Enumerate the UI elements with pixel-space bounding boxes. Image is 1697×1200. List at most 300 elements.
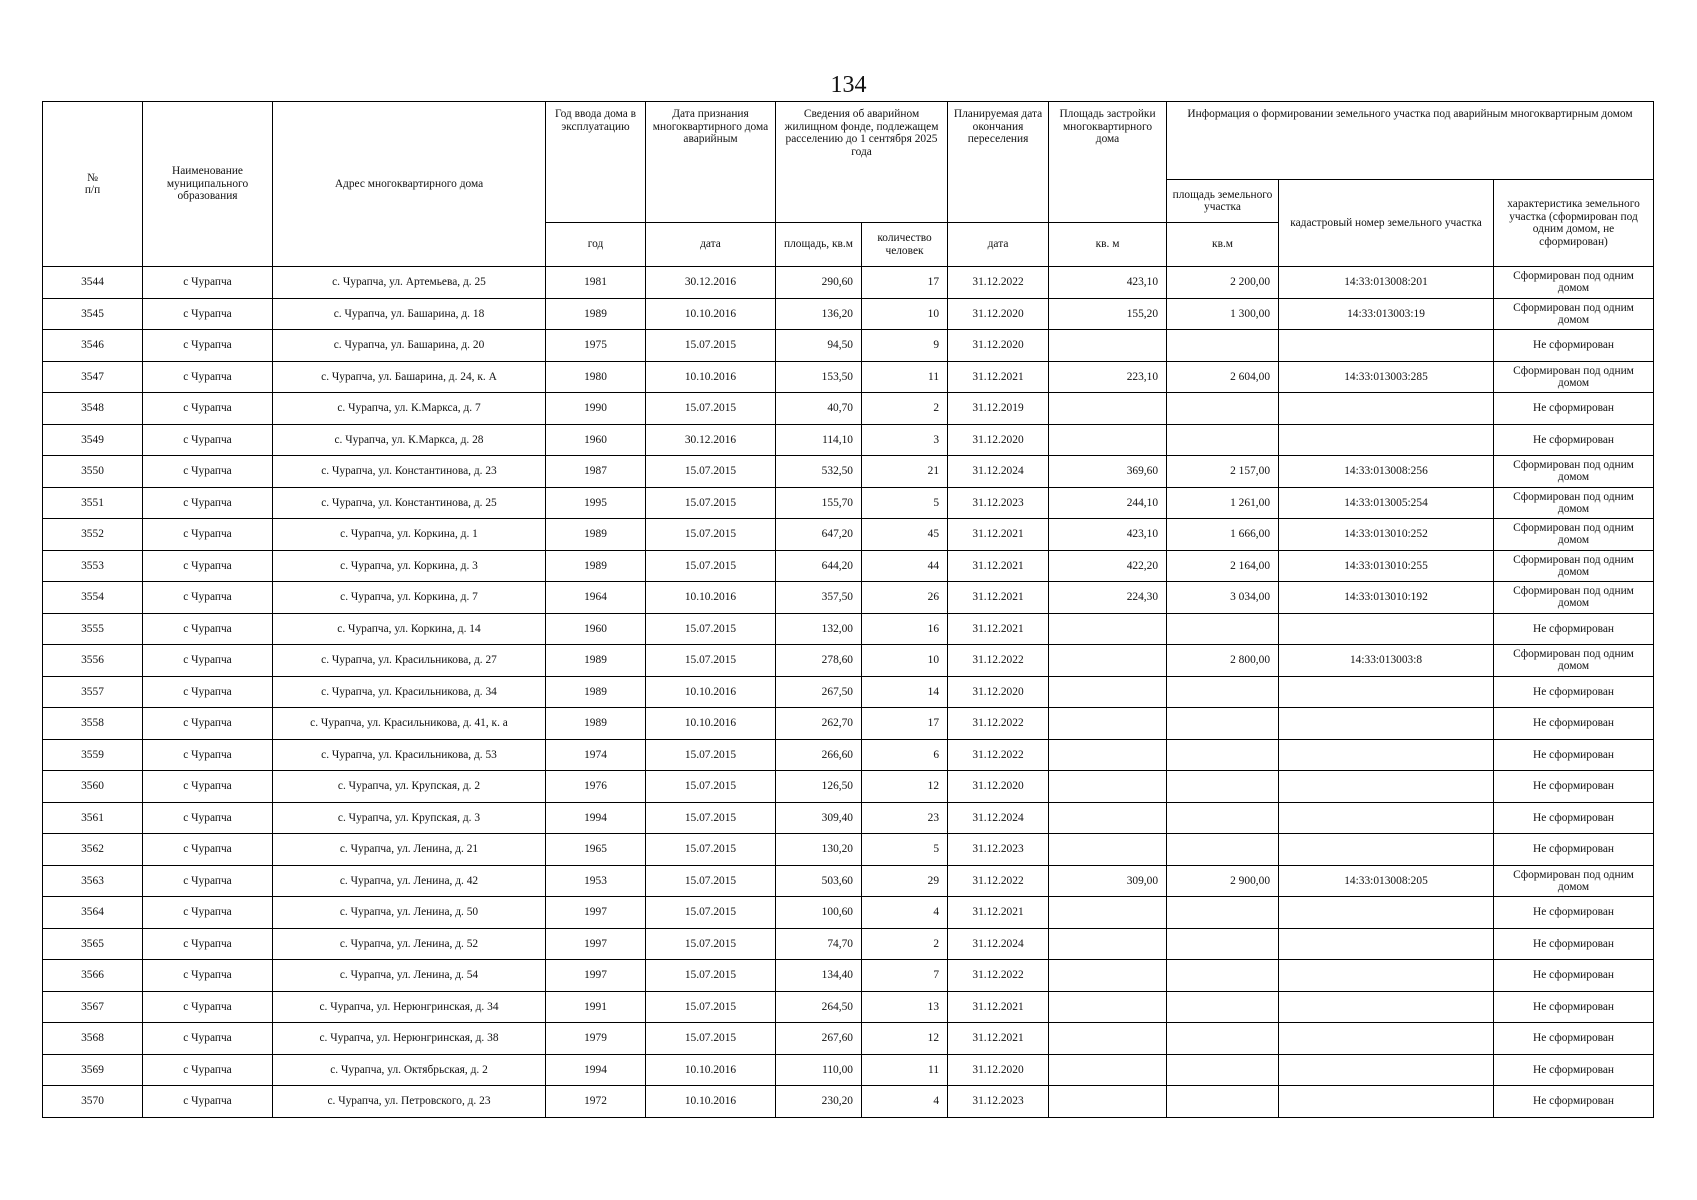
building-area-cell bbox=[1049, 771, 1167, 803]
land-status-cell: Сформирован под одним домом bbox=[1494, 550, 1654, 582]
cadastral-cell: 14:33:013003:19 bbox=[1279, 298, 1494, 330]
people-cell: 12 bbox=[862, 1023, 948, 1055]
area-cell: 114,10 bbox=[776, 424, 862, 456]
people-cell: 45 bbox=[862, 519, 948, 551]
land-area-cell bbox=[1167, 330, 1279, 362]
year-cell: 1979 bbox=[546, 1023, 646, 1055]
row-number: 3556 bbox=[43, 645, 143, 677]
year-cell: 1997 bbox=[546, 928, 646, 960]
people-cell: 14 bbox=[862, 676, 948, 708]
header-planned-end: Планируемая дата окончания переселения bbox=[948, 102, 1049, 223]
year-cell: 1995 bbox=[546, 487, 646, 519]
cadastral-cell bbox=[1279, 834, 1494, 866]
row-number: 3565 bbox=[43, 928, 143, 960]
recognition-date-cell: 10.10.2016 bbox=[646, 1054, 776, 1086]
address-cell: с. Чурапча, ул. К.Маркса, д. 7 bbox=[273, 393, 546, 425]
land-status-cell: Не сформирован bbox=[1494, 424, 1654, 456]
municipality-cell: с Чурапча bbox=[143, 456, 273, 488]
area-cell: 40,70 bbox=[776, 393, 862, 425]
land-status-cell: Сформирован под одним домом bbox=[1494, 865, 1654, 897]
table-row bbox=[43, 1054, 1654, 1086]
people-cell: 11 bbox=[862, 361, 948, 393]
land-area-cell bbox=[1167, 1054, 1279, 1086]
land-area-cell: 1 300,00 bbox=[1167, 298, 1279, 330]
year-cell: 1953 bbox=[546, 865, 646, 897]
recognition-date-cell: 15.07.2015 bbox=[646, 1023, 776, 1055]
people-cell: 2 bbox=[862, 928, 948, 960]
area-cell: 153,50 bbox=[776, 361, 862, 393]
address-cell: с. Чурапча, ул. Коркина, д. 1 bbox=[273, 519, 546, 551]
recognition-date-cell: 15.07.2015 bbox=[646, 645, 776, 677]
recognition-date-cell: 15.07.2015 bbox=[646, 487, 776, 519]
people-cell: 4 bbox=[862, 897, 948, 929]
cadastral-cell bbox=[1279, 393, 1494, 425]
address-cell: с. Чурапча, ул. Ленина, д. 21 bbox=[273, 834, 546, 866]
table-row bbox=[43, 456, 1654, 488]
row-number: 3545 bbox=[43, 298, 143, 330]
recognition-date-cell: 10.10.2016 bbox=[646, 708, 776, 740]
year-cell: 1990 bbox=[546, 393, 646, 425]
year-cell: 1994 bbox=[546, 1054, 646, 1086]
address-cell: с. Чурапча, ул. Ленина, д. 50 bbox=[273, 897, 546, 929]
cadastral-cell bbox=[1279, 613, 1494, 645]
people-cell: 7 bbox=[862, 960, 948, 992]
land-status-cell: Не сформирован bbox=[1494, 1086, 1654, 1118]
year-cell: 1997 bbox=[546, 960, 646, 992]
land-status-cell: Сформирован под одним домом bbox=[1494, 519, 1654, 551]
table-row bbox=[43, 676, 1654, 708]
municipality-cell: с Чурапча bbox=[143, 865, 273, 897]
land-status-cell: Сформирован под одним домом bbox=[1494, 361, 1654, 393]
header-building-area: Площадь застройки многоквартирного дома bbox=[1049, 102, 1167, 223]
people-cell: 9 bbox=[862, 330, 948, 362]
table-row bbox=[43, 739, 1654, 771]
header-num: № п/п bbox=[43, 102, 143, 267]
building-area-cell bbox=[1049, 960, 1167, 992]
area-cell: 267,50 bbox=[776, 676, 862, 708]
area-cell: 100,60 bbox=[776, 897, 862, 929]
land-status-cell: Не сформирован bbox=[1494, 928, 1654, 960]
table-row bbox=[43, 393, 1654, 425]
cadastral-cell bbox=[1279, 960, 1494, 992]
land-area-cell bbox=[1167, 1086, 1279, 1118]
row-number: 3550 bbox=[43, 456, 143, 488]
cadastral-cell bbox=[1279, 1054, 1494, 1086]
building-area-cell: 244,10 bbox=[1049, 487, 1167, 519]
row-number: 3548 bbox=[43, 393, 143, 425]
land-status-cell: Не сформирован bbox=[1494, 676, 1654, 708]
unit-area: площадь, кв.м bbox=[776, 223, 862, 267]
cadastral-cell: 14:33:013010:192 bbox=[1279, 582, 1494, 614]
recognition-date-cell: 15.07.2015 bbox=[646, 960, 776, 992]
address-cell: с. Чурапча, ул. Коркина, д. 14 bbox=[273, 613, 546, 645]
land-status-cell: Не сформирован bbox=[1494, 897, 1654, 929]
header-emergency-info: Сведения об аварийном жилищном фонде, подлежащем расселению до 1 сентября 2025 года bbox=[776, 102, 948, 223]
year-cell: 1997 bbox=[546, 897, 646, 929]
area-cell: 155,70 bbox=[776, 487, 862, 519]
recognition-date-cell: 10.10.2016 bbox=[646, 582, 776, 614]
land-status-cell: Не сформирован bbox=[1494, 834, 1654, 866]
row-number: 3564 bbox=[43, 897, 143, 929]
building-area-cell bbox=[1049, 424, 1167, 456]
unit-people: количество человек bbox=[862, 223, 948, 267]
municipality-cell: с Чурапча bbox=[143, 582, 273, 614]
land-status-cell: Не сформирован bbox=[1494, 991, 1654, 1023]
cadastral-cell: 14:33:013003:285 bbox=[1279, 361, 1494, 393]
header-year-built: Год ввода дома в эксплуатацию bbox=[546, 102, 646, 223]
recognition-date-cell: 15.07.2015 bbox=[646, 330, 776, 362]
land-status-cell: Не сформирован bbox=[1494, 330, 1654, 362]
recognition-date-cell: 30.12.2016 bbox=[646, 267, 776, 299]
land-area-cell: 2 900,00 bbox=[1167, 865, 1279, 897]
cadastral-cell: 14:33:013008:201 bbox=[1279, 267, 1494, 299]
page-number: 134 bbox=[830, 72, 867, 98]
people-cell: 6 bbox=[862, 739, 948, 771]
municipality-cell: с Чурапча bbox=[143, 424, 273, 456]
table-row bbox=[43, 960, 1654, 992]
planned-end-cell: 31.12.2021 bbox=[948, 582, 1049, 614]
table-header bbox=[43, 102, 1654, 267]
area-cell: 132,00 bbox=[776, 613, 862, 645]
table-row bbox=[43, 1023, 1654, 1055]
address-cell: с. Чурапча, ул. Красильникова, д. 27 bbox=[273, 645, 546, 677]
people-cell: 23 bbox=[862, 802, 948, 834]
people-cell: 26 bbox=[862, 582, 948, 614]
recognition-date-cell: 15.07.2015 bbox=[646, 613, 776, 645]
building-area-cell bbox=[1049, 739, 1167, 771]
header-municipality: Наименование муниципального образования bbox=[143, 102, 273, 267]
planned-end-cell: 31.12.2023 bbox=[948, 487, 1049, 519]
land-status-cell: Не сформирован bbox=[1494, 960, 1654, 992]
municipality-cell: с Чурапча bbox=[143, 267, 273, 299]
header-address: Адрес многоквартирного дома bbox=[273, 102, 546, 267]
building-area-cell bbox=[1049, 1054, 1167, 1086]
row-number: 3558 bbox=[43, 708, 143, 740]
address-cell: с. Чурапча, ул. Башарина, д. 20 bbox=[273, 330, 546, 362]
municipality-cell: с Чурапча bbox=[143, 1086, 273, 1118]
recognition-date-cell: 15.07.2015 bbox=[646, 739, 776, 771]
building-area-cell: 423,10 bbox=[1049, 519, 1167, 551]
table-row bbox=[43, 361, 1654, 393]
year-cell: 1960 bbox=[546, 424, 646, 456]
planned-end-cell: 31.12.2020 bbox=[948, 330, 1049, 362]
recognition-date-cell: 15.07.2015 bbox=[646, 928, 776, 960]
cadastral-cell bbox=[1279, 802, 1494, 834]
building-area-cell bbox=[1049, 613, 1167, 645]
people-cell: 2 bbox=[862, 393, 948, 425]
people-cell: 10 bbox=[862, 645, 948, 677]
table-body bbox=[43, 267, 1654, 1118]
land-status-cell: Не сформирован bbox=[1494, 739, 1654, 771]
planned-end-cell: 31.12.2021 bbox=[948, 991, 1049, 1023]
land-area-cell bbox=[1167, 676, 1279, 708]
year-cell: 1964 bbox=[546, 582, 646, 614]
area-cell: 126,50 bbox=[776, 771, 862, 803]
building-area-cell bbox=[1049, 645, 1167, 677]
year-cell: 1994 bbox=[546, 802, 646, 834]
address-cell: с. Чурапча, ул. Башарина, д. 24, к. А bbox=[273, 361, 546, 393]
building-area-cell: 422,20 bbox=[1049, 550, 1167, 582]
building-area-cell bbox=[1049, 330, 1167, 362]
table-row bbox=[43, 519, 1654, 551]
land-status-cell: Не сформирован bbox=[1494, 613, 1654, 645]
row-number: 3568 bbox=[43, 1023, 143, 1055]
year-cell: 1972 bbox=[546, 1086, 646, 1118]
land-status-cell: Не сформирован bbox=[1494, 708, 1654, 740]
land-area-cell: 2 164,00 bbox=[1167, 550, 1279, 582]
planned-end-cell: 31.12.2021 bbox=[948, 361, 1049, 393]
recognition-date-cell: 15.07.2015 bbox=[646, 771, 776, 803]
planned-end-cell: 31.12.2022 bbox=[948, 960, 1049, 992]
people-cell: 13 bbox=[862, 991, 948, 1023]
year-cell: 1974 bbox=[546, 739, 646, 771]
municipality-cell: с Чурапча bbox=[143, 361, 273, 393]
people-cell: 17 bbox=[862, 708, 948, 740]
table-row bbox=[43, 802, 1654, 834]
row-number: 3561 bbox=[43, 802, 143, 834]
row-number: 3563 bbox=[43, 865, 143, 897]
area-cell: 278,60 bbox=[776, 645, 862, 677]
year-cell: 1989 bbox=[546, 519, 646, 551]
address-cell: с. Чурапча, ул. Крупская, д. 2 bbox=[273, 771, 546, 803]
municipality-cell: с Чурапча bbox=[143, 739, 273, 771]
address-cell: с. Чурапча, ул. Константинова, д. 23 bbox=[273, 456, 546, 488]
recognition-date-cell: 30.12.2016 bbox=[646, 424, 776, 456]
row-number: 3560 bbox=[43, 771, 143, 803]
cadastral-cell bbox=[1279, 676, 1494, 708]
year-cell: 1976 bbox=[546, 771, 646, 803]
table-row bbox=[43, 267, 1654, 299]
planned-end-cell: 31.12.2020 bbox=[948, 298, 1049, 330]
cadastral-cell bbox=[1279, 771, 1494, 803]
row-number: 3562 bbox=[43, 834, 143, 866]
table-row bbox=[43, 645, 1654, 677]
municipality-cell: с Чурапча bbox=[143, 771, 273, 803]
header-land-char: характеристика земельного участка (сформирован под одним домом, не сформирован) bbox=[1494, 180, 1654, 267]
cadastral-cell: 14:33:013003:8 bbox=[1279, 645, 1494, 677]
land-status-cell: Не сформирован bbox=[1494, 393, 1654, 425]
people-cell: 10 bbox=[862, 298, 948, 330]
header-land-area: площадь земельного участка bbox=[1167, 180, 1279, 223]
area-cell: 357,50 bbox=[776, 582, 862, 614]
cadastral-cell bbox=[1279, 424, 1494, 456]
land-area-cell bbox=[1167, 897, 1279, 929]
row-number: 3566 bbox=[43, 960, 143, 992]
land-area-cell bbox=[1167, 771, 1279, 803]
area-cell: 230,20 bbox=[776, 1086, 862, 1118]
planned-end-cell: 31.12.2020 bbox=[948, 424, 1049, 456]
building-area-cell: 369,60 bbox=[1049, 456, 1167, 488]
table-row bbox=[43, 991, 1654, 1023]
land-status-cell: Сформирован под одним домом bbox=[1494, 582, 1654, 614]
address-cell: с. Чурапча, ул. Петровского, д. 23 bbox=[273, 1086, 546, 1118]
land-area-cell bbox=[1167, 802, 1279, 834]
year-cell: 1989 bbox=[546, 645, 646, 677]
area-cell: 262,70 bbox=[776, 708, 862, 740]
cadastral-cell bbox=[1279, 991, 1494, 1023]
area-cell: 264,50 bbox=[776, 991, 862, 1023]
address-cell: с. Чурапча, ул. Нерюнгринская, д. 38 bbox=[273, 1023, 546, 1055]
row-number: 3570 bbox=[43, 1086, 143, 1118]
area-cell: 647,20 bbox=[776, 519, 862, 551]
cadastral-cell: 14:33:013005:254 bbox=[1279, 487, 1494, 519]
unit-sqm2: кв.м bbox=[1167, 223, 1279, 267]
municipality-cell: с Чурапча bbox=[143, 708, 273, 740]
header-cadastral: кадастровый номер земельного участка bbox=[1279, 180, 1494, 267]
planned-end-cell: 31.12.2021 bbox=[948, 613, 1049, 645]
area-cell: 503,60 bbox=[776, 865, 862, 897]
planned-end-cell: 31.12.2020 bbox=[948, 1054, 1049, 1086]
municipality-cell: с Чурапча bbox=[143, 802, 273, 834]
table-row bbox=[43, 897, 1654, 929]
address-cell: с. Чурапча, ул. Ленина, д. 42 bbox=[273, 865, 546, 897]
land-status-cell: Не сформирован bbox=[1494, 1023, 1654, 1055]
address-cell: с. Чурапча, ул. Башарина, д. 18 bbox=[273, 298, 546, 330]
planned-end-cell: 31.12.2022 bbox=[948, 708, 1049, 740]
building-area-cell bbox=[1049, 991, 1167, 1023]
land-area-cell bbox=[1167, 991, 1279, 1023]
land-status-cell: Не сформирован bbox=[1494, 1054, 1654, 1086]
area-cell: 644,20 bbox=[776, 550, 862, 582]
area-cell: 110,00 bbox=[776, 1054, 862, 1086]
table-row bbox=[43, 613, 1654, 645]
year-cell: 1989 bbox=[546, 676, 646, 708]
row-number: 3552 bbox=[43, 519, 143, 551]
year-cell: 1980 bbox=[546, 361, 646, 393]
area-cell: 94,50 bbox=[776, 330, 862, 362]
planned-end-cell: 31.12.2021 bbox=[948, 550, 1049, 582]
area-cell: 74,70 bbox=[776, 928, 862, 960]
municipality-cell: с Чурапча bbox=[143, 487, 273, 519]
land-status-cell: Не сформирован bbox=[1494, 802, 1654, 834]
cadastral-cell bbox=[1279, 739, 1494, 771]
municipality-cell: с Чурапча bbox=[143, 613, 273, 645]
people-cell: 11 bbox=[862, 1054, 948, 1086]
planned-end-cell: 31.12.2021 bbox=[948, 897, 1049, 929]
cadastral-cell bbox=[1279, 897, 1494, 929]
people-cell: 16 bbox=[862, 613, 948, 645]
land-area-cell bbox=[1167, 393, 1279, 425]
row-number: 3557 bbox=[43, 676, 143, 708]
recognition-date-cell: 10.10.2016 bbox=[646, 1086, 776, 1118]
municipality-cell: с Чурапча bbox=[143, 330, 273, 362]
planned-end-cell: 31.12.2022 bbox=[948, 267, 1049, 299]
recognition-date-cell: 15.07.2015 bbox=[646, 456, 776, 488]
table-row bbox=[43, 771, 1654, 803]
recognition-date-cell: 15.07.2015 bbox=[646, 865, 776, 897]
municipality-cell: с Чурапча bbox=[143, 1054, 273, 1086]
address-cell: с. Чурапча, ул. Константинова, д. 25 bbox=[273, 487, 546, 519]
people-cell: 3 bbox=[862, 424, 948, 456]
cadastral-cell bbox=[1279, 928, 1494, 960]
cadastral-cell: 14:33:013010:252 bbox=[1279, 519, 1494, 551]
building-area-cell: 309,00 bbox=[1049, 865, 1167, 897]
planned-end-cell: 31.12.2022 bbox=[948, 739, 1049, 771]
recognition-date-cell: 15.07.2015 bbox=[646, 393, 776, 425]
row-number: 3567 bbox=[43, 991, 143, 1023]
area-cell: 134,40 bbox=[776, 960, 862, 992]
land-area-cell: 2 157,00 bbox=[1167, 456, 1279, 488]
row-number: 3547 bbox=[43, 361, 143, 393]
row-number: 3551 bbox=[43, 487, 143, 519]
municipality-cell: с Чурапча bbox=[143, 393, 273, 425]
municipality-cell: с Чурапча bbox=[143, 897, 273, 929]
people-cell: 29 bbox=[862, 865, 948, 897]
planned-end-cell: 31.12.2020 bbox=[948, 676, 1049, 708]
land-status-cell: Не сформирован bbox=[1494, 771, 1654, 803]
building-area-cell bbox=[1049, 802, 1167, 834]
planned-end-cell: 31.12.2023 bbox=[948, 834, 1049, 866]
building-area-cell bbox=[1049, 708, 1167, 740]
land-status-cell: Сформирован под одним домом bbox=[1494, 267, 1654, 299]
address-cell: с. Чурапча, ул. Коркина, д. 7 bbox=[273, 582, 546, 614]
cadastral-cell bbox=[1279, 330, 1494, 362]
year-cell: 1960 bbox=[546, 613, 646, 645]
address-cell: с. Чурапча, ул. Артемьева, д. 25 bbox=[273, 267, 546, 299]
year-cell: 1989 bbox=[546, 298, 646, 330]
recognition-date-cell: 10.10.2016 bbox=[646, 676, 776, 708]
municipality-cell: с Чурапча bbox=[143, 991, 273, 1023]
recognition-date-cell: 15.07.2015 bbox=[646, 897, 776, 929]
people-cell: 17 bbox=[862, 267, 948, 299]
area-cell: 532,50 bbox=[776, 456, 862, 488]
row-number: 3554 bbox=[43, 582, 143, 614]
building-area-cell bbox=[1049, 897, 1167, 929]
building-area-cell bbox=[1049, 676, 1167, 708]
row-number: 3546 bbox=[43, 330, 143, 362]
header-land-info: Информация о формировании земельного участка под аварийным многоквартирным домом bbox=[1167, 102, 1654, 180]
cadastral-cell: 14:33:013008:256 bbox=[1279, 456, 1494, 488]
recognition-date-cell: 10.10.2016 bbox=[646, 298, 776, 330]
address-cell: с. Чурапча, ул. Октябрьская, д. 2 bbox=[273, 1054, 546, 1086]
cadastral-cell bbox=[1279, 708, 1494, 740]
cadastral-cell: 14:33:013008:205 bbox=[1279, 865, 1494, 897]
address-cell: с. Чурапча, ул. Красильникова, д. 34 bbox=[273, 676, 546, 708]
land-area-cell bbox=[1167, 928, 1279, 960]
year-cell: 1975 bbox=[546, 330, 646, 362]
table-row bbox=[43, 865, 1654, 897]
land-area-cell bbox=[1167, 708, 1279, 740]
row-number: 3569 bbox=[43, 1054, 143, 1086]
people-cell: 12 bbox=[862, 771, 948, 803]
recognition-date-cell: 10.10.2016 bbox=[646, 361, 776, 393]
land-status-cell: Сформирован под одним домом bbox=[1494, 487, 1654, 519]
land-area-cell bbox=[1167, 1023, 1279, 1055]
people-cell: 5 bbox=[862, 834, 948, 866]
address-cell: с. Чурапча, ул. Красильникова, д. 53 bbox=[273, 739, 546, 771]
header-recognition-date: Дата признания многоквартирного дома аварийным bbox=[646, 102, 776, 223]
land-status-cell: Сформирован под одним домом bbox=[1494, 645, 1654, 677]
table-row bbox=[43, 582, 1654, 614]
land-area-cell: 2 604,00 bbox=[1167, 361, 1279, 393]
municipality-cell: с Чурапча bbox=[143, 519, 273, 551]
land-status-cell: Сформирован под одним домом bbox=[1494, 298, 1654, 330]
year-cell: 1987 bbox=[546, 456, 646, 488]
cadastral-cell bbox=[1279, 1023, 1494, 1055]
building-area-cell bbox=[1049, 1023, 1167, 1055]
address-cell: с. Чурапча, ул. Коркина, д. 3 bbox=[273, 550, 546, 582]
land-area-cell: 2 800,00 bbox=[1167, 645, 1279, 677]
building-area-cell: 423,10 bbox=[1049, 267, 1167, 299]
year-cell: 1965 bbox=[546, 834, 646, 866]
row-number: 3549 bbox=[43, 424, 143, 456]
land-area-cell: 2 200,00 bbox=[1167, 267, 1279, 299]
land-area-cell bbox=[1167, 613, 1279, 645]
row-number: 3555 bbox=[43, 613, 143, 645]
planned-end-cell: 31.12.2019 bbox=[948, 393, 1049, 425]
unit-year: год bbox=[546, 223, 646, 267]
row-number: 3544 bbox=[43, 267, 143, 299]
